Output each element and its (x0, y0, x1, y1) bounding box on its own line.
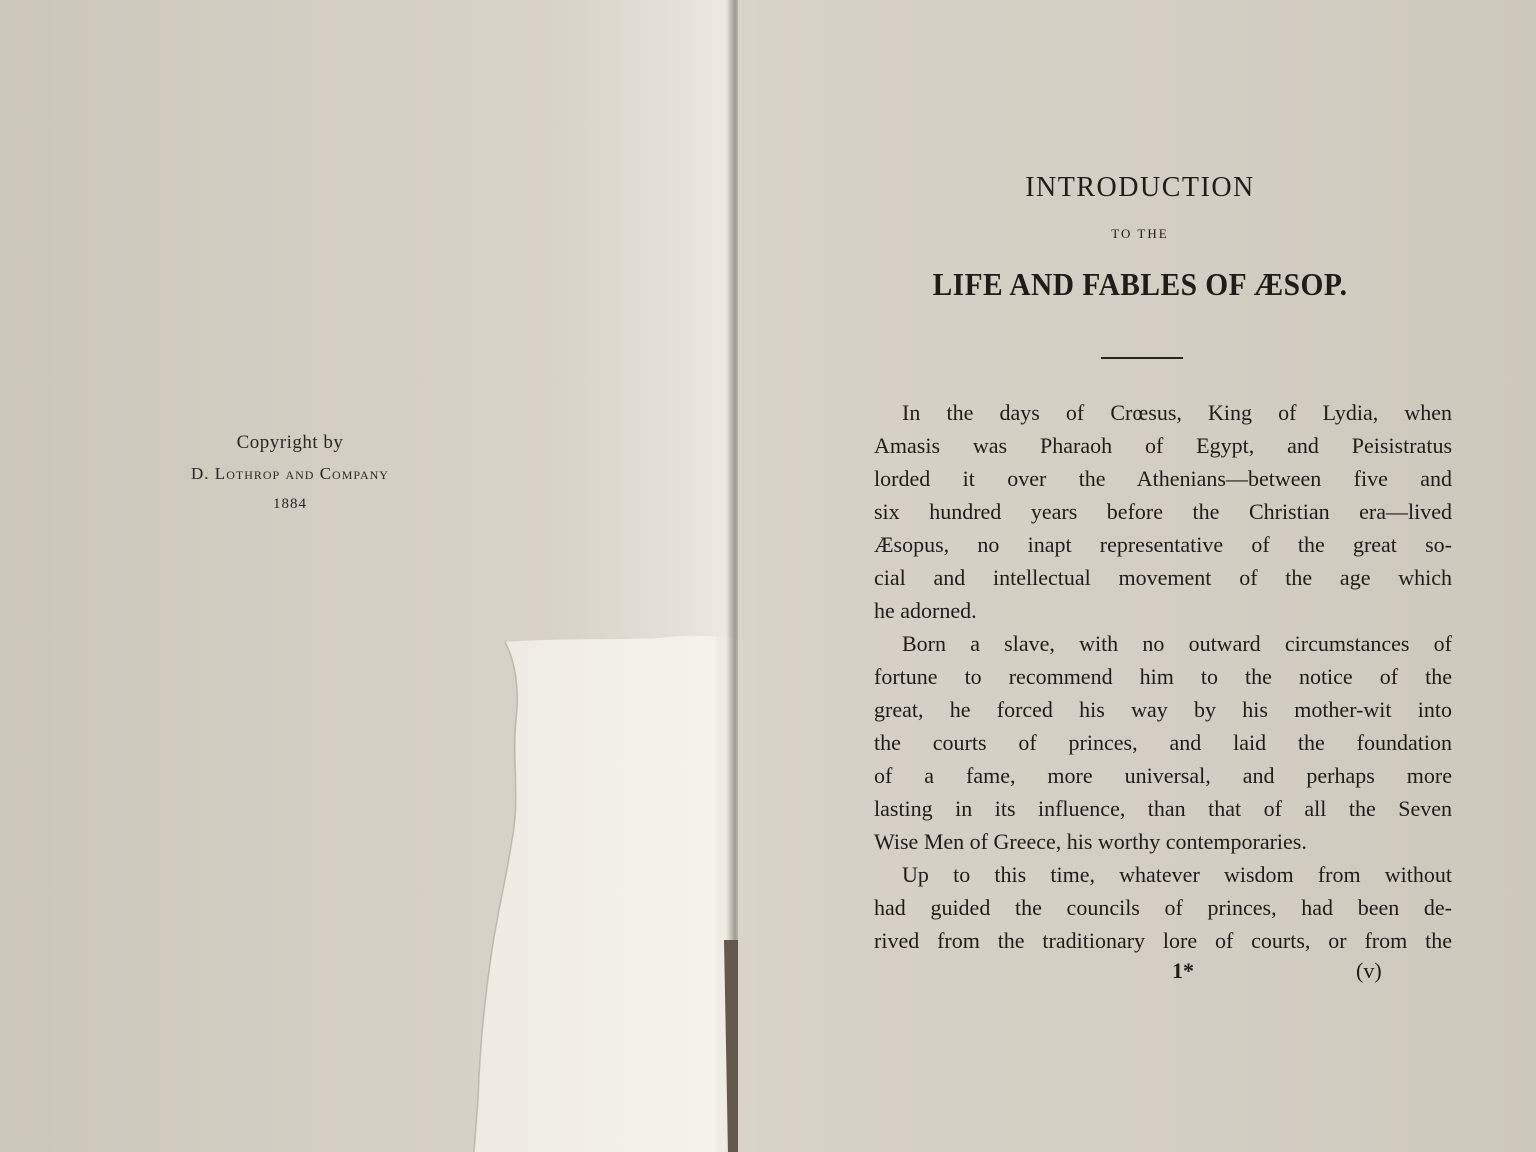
copyright-line: Copyright by (236, 432, 344, 453)
chapter-subheading: TO THE (1111, 226, 1169, 241)
book-title: LIFE AND FABLES OF ÆSOP. (932, 266, 1348, 302)
text-line: he adorned. (874, 598, 977, 623)
text-line: In the days of Crœsus, King of Lydia, when (902, 400, 1452, 425)
text-line: lorded it over the Athenians—between five and (874, 466, 1452, 491)
text-line: Born a slave, with no outward circumstances of (902, 631, 1452, 656)
torn-page-edge (0, 0, 740, 1152)
publisher-name: D. Lothrop and Company (191, 464, 389, 483)
text-line: six hundred years before the Christian era—lived (874, 499, 1452, 524)
text-line: Æsopus, no inapt representative of the great so- (874, 532, 1452, 557)
text-line: Amasis was Pharaoh of Egypt, and Peisistratus (874, 433, 1452, 458)
text-line: had guided the councils of princes, had been de- (874, 895, 1452, 920)
text-line: cial and intellectual movement of the age which (874, 565, 1452, 590)
text-line: rived from the traditionary lore of courts, or from the (874, 928, 1452, 953)
body-text (874, 396, 1452, 957)
chapter-title-block (738, 172, 1536, 303)
copyright-year: 1884 (273, 496, 307, 512)
text-line: the courts of princes, and laid the foundation (874, 730, 1452, 755)
page-folio: (v) (1356, 958, 1382, 983)
text-line: fortune to recommend him to the notice of the (874, 664, 1452, 689)
text-line: great, he forced his way by his mother-wit into (874, 697, 1452, 722)
text-line: Wise Men of Greece, his worthy contemporaries. (874, 829, 1307, 854)
text-line: lasting in its influence, than that of all the Seven (874, 796, 1452, 821)
text-line: of a fame, more universal, and perhaps more (874, 763, 1452, 788)
copyright-notice (140, 432, 440, 513)
title-rule (1101, 357, 1183, 359)
text-line: Up to this time, whatever wisdom from without (902, 862, 1452, 887)
signature-mark: 1* (1172, 958, 1194, 983)
chapter-heading: INTRODUCTION (1025, 172, 1255, 203)
